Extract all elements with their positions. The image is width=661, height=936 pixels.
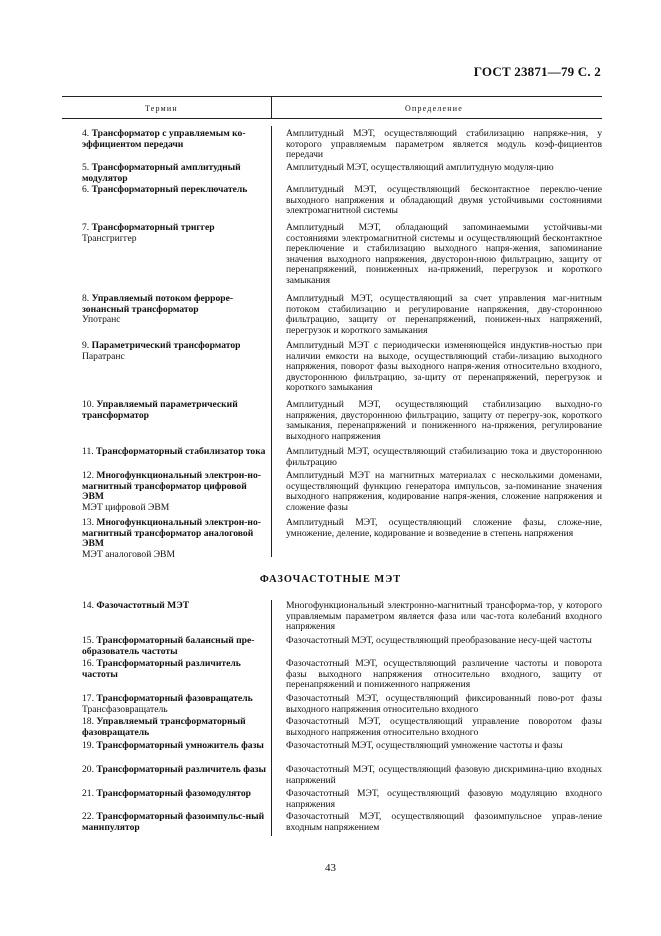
column-divider-upper [271, 126, 272, 557]
term-number: 10. [82, 399, 94, 410]
term-number: 14. [82, 600, 94, 611]
term-name: Трансформаторный различитель фазы [96, 764, 266, 775]
definition-text: Амплитудный МЭТ, осуществляющий стабилизацию тока и двустороннюю фильтрацию [286, 446, 602, 468]
term-number: 17. [82, 693, 94, 704]
term-cell [82, 185, 266, 196]
table-header-rule [62, 118, 602, 119]
term-cell [82, 812, 266, 833]
definition-text: Фазочастотный МЭТ, осуществляющий фазоимпульсное управ-ление входным напряжением [286, 811, 602, 833]
definition-text: Амплитудный МЭТ, обладающий запоминаемыми устойчивы-ми состояниями электромагнитной системы и осуществляющий бесконтактное переключение и стабилизацию выходного напря-жения, запоминание значения выходного напряжения, двусторон-нюю фильтрацию, защиту от перенапряжений, пониженных на-пряжений, перегрузок и короткого замыкания [286, 222, 602, 286]
definition-text: Фазочастотный МЭТ, осуществляющий управление поворотом фазы выходного напряжения относительно входного [286, 716, 602, 738]
term-cell [82, 471, 266, 513]
term-number: 16. [82, 658, 94, 669]
term-name: Параметрический трансформатор [91, 340, 241, 351]
term-cell [82, 163, 266, 184]
term-abbreviation: МЭТ аналоговой ЭВМ [82, 548, 175, 560]
term-name: Трансформаторный балансный пре-образователь частоты [82, 635, 255, 657]
term-name: Трансформаторный амплитудный модулятор [82, 162, 241, 184]
term-number: 19. [82, 740, 94, 751]
definition-text: Фазочастотный МЭТ, осуществляющий фиксированный пово-рот фазы выходного напряжения относительно входного [286, 693, 602, 715]
page-number: 43 [325, 862, 336, 874]
term-number: 6. [82, 184, 90, 195]
term-cell [82, 694, 266, 715]
term-name: Трансформаторный фазовращатель [96, 693, 253, 704]
definition-text: Фазочастотный МЭТ, осуществляющий преобразование несу-щей частоты [286, 635, 592, 646]
term-abbreviation: Трансгриггер [82, 232, 137, 244]
term-name: Фазочастотный МЭТ [96, 600, 190, 611]
term-number: 8. [82, 293, 90, 304]
term-name: Управляемый параметрический трансформатор [82, 399, 238, 421]
term-cell [82, 741, 266, 752]
term-cell [82, 659, 266, 680]
term-number: 4. [82, 128, 90, 139]
term-abbreviation: Употранс [82, 314, 121, 326]
term-name: Трансформаторный стабилизатор тока [96, 446, 266, 457]
column-divider-lower [271, 600, 272, 836]
definition-text: Амплитудный МЭТ, осуществляющий амплитудную модуля-цию [286, 162, 554, 173]
term-number: 9. [82, 340, 90, 351]
definition-text: Амплитудный МЭТ, осуществляющий сложение фазы, сложе-ние, умножение, деление, кодирование и возведение в степень напряжения [286, 517, 602, 539]
definition-text: Амплитудный МЭТ на магнитных материалах с несколькими доменами, осуществляющий функцию генератора импульсов, за-поминание значения выходного напряжения, кодирование напря-жения, сложение напряжения и сложение фазы [286, 470, 602, 513]
definition-text: Амплитудный МЭТ, осуществляющий за счет управления маг-нитным потоком стабилизацию и регулирование напряжения, дву-стороннюю фильтрацию, защиту от перенапряжений, понижен-ных напряжений, перегрузок и короткого замыкания [286, 293, 602, 336]
definition-text: Фазочастотный МЭТ, осуществляющий умножение частоты и фазы [286, 740, 563, 751]
term-cell [82, 400, 266, 421]
term-abbreviation: Паратранс [82, 350, 125, 362]
definition-text: Амплитудный МЭТ с периодически изменяющейся индуктив-ностью при наличии емкости на выходе, осуществляющий стаби-лизацию выходного напряжения, поворот фазы выходного напря-жения относительно входного, двустороннюю фильтрацию, за-щиту от перенапряжений, перегрузок и короткого замыкания [286, 340, 602, 394]
term-name: Трансформатор с управляемым ко-эффициентом передачи [82, 128, 246, 150]
term-number: 18. [82, 716, 94, 727]
term-number: 15. [82, 635, 94, 646]
definition-text: Фазочастотный МЭТ, осуществляющий различение частоты и поворота фазы выходного напряжения относительно входного, защиту от перенапряжений и пониженного напряжения [286, 658, 602, 691]
section-title: ФАЗОЧАСТОТНЫЕ МЭТ [259, 574, 402, 585]
definition-text: Фазочастотный МЭТ, осуществляющий фазовую модуляцию входного напряжения [286, 788, 602, 810]
term-number: 11. [82, 446, 94, 457]
term-number: 5. [82, 162, 90, 173]
term-cell [82, 341, 266, 362]
term-name: Трансформаторный различитель частоты [82, 658, 241, 680]
term-name: Многофункциональный электрон-но-магнитный трансформатор аналоговой ЭВМ [82, 517, 261, 550]
term-name: Управляемый потоком ферроре-зонансный трансформатор [82, 293, 234, 315]
term-name: Трансформаторный триггер [91, 222, 215, 233]
term-cell [82, 447, 266, 458]
term-name: Управляемый трансформаторный фазовращатель [82, 716, 246, 738]
term-cell [82, 765, 266, 776]
term-abbreviation: МЭТ цифровой ЭВМ [82, 501, 170, 513]
term-cell [82, 717, 266, 738]
term-cell [82, 129, 266, 150]
term-name: Трансформаторный переключатель [91, 184, 248, 195]
column-header-definition: Определение [405, 104, 463, 113]
term-cell [82, 636, 266, 657]
definition-text: Амплитудный МЭТ, осуществляющий стабилизацию выходно-го напряжения, двустороннюю фильтрацию, защиту от перегру-зок, короткого замыкания, перенапряжений и пониженного на-пряжения, регулирование выходного напряжения [286, 399, 602, 442]
definition-text: Фазочастотный МЭТ, осуществляющий фазовую дискримина-цию входных напряжений [286, 764, 602, 786]
term-cell [82, 601, 266, 612]
column-header-term: Термин [145, 104, 178, 113]
table-top-rule [62, 96, 602, 97]
term-name: Многофункциональный электрон-но-магнитный трансформатор цифровой ЭВМ [82, 470, 261, 503]
definition-text: Амплитудный МЭТ, осуществляющий бесконтактное переклю-чение выходного напряжения и обладающий двумя устойчивыми состояниями электромагнитной системы [286, 184, 602, 217]
term-name: Трансформаторный фазомодулятор [96, 788, 252, 799]
term-number: 13. [82, 517, 94, 528]
header-column-divider [271, 96, 272, 118]
term-number: 12. [82, 470, 94, 481]
document-reference: ГОСТ 23871—79 С. 2 [473, 64, 601, 79]
term-number: 21. [82, 788, 94, 799]
term-name: Трансформаторный умножитель фазы [96, 740, 264, 751]
term-name: Трансформаторный фазоимпульс-ный манипулятор [82, 811, 265, 833]
term-number: 22. [82, 811, 94, 822]
term-number: 7. [82, 222, 90, 233]
term-cell [82, 223, 266, 244]
term-number: 20. [82, 764, 94, 775]
term-cell [82, 518, 266, 560]
term-cell [82, 789, 266, 800]
term-cell [82, 294, 266, 326]
definition-text: Многофункциональный электронно-магнитный трансформа-тор, у которого управляемым параметром является фаза или час-тота колебаний входного напряжения [286, 600, 602, 633]
definition-text: Амплитудный МЭТ, осуществляющий стабилизацию напряже-ния, у которого управляемым параметром является модуль коэф-фициентов передачи [286, 128, 602, 161]
term-abbreviation: Трансфазовращатель [82, 703, 168, 715]
